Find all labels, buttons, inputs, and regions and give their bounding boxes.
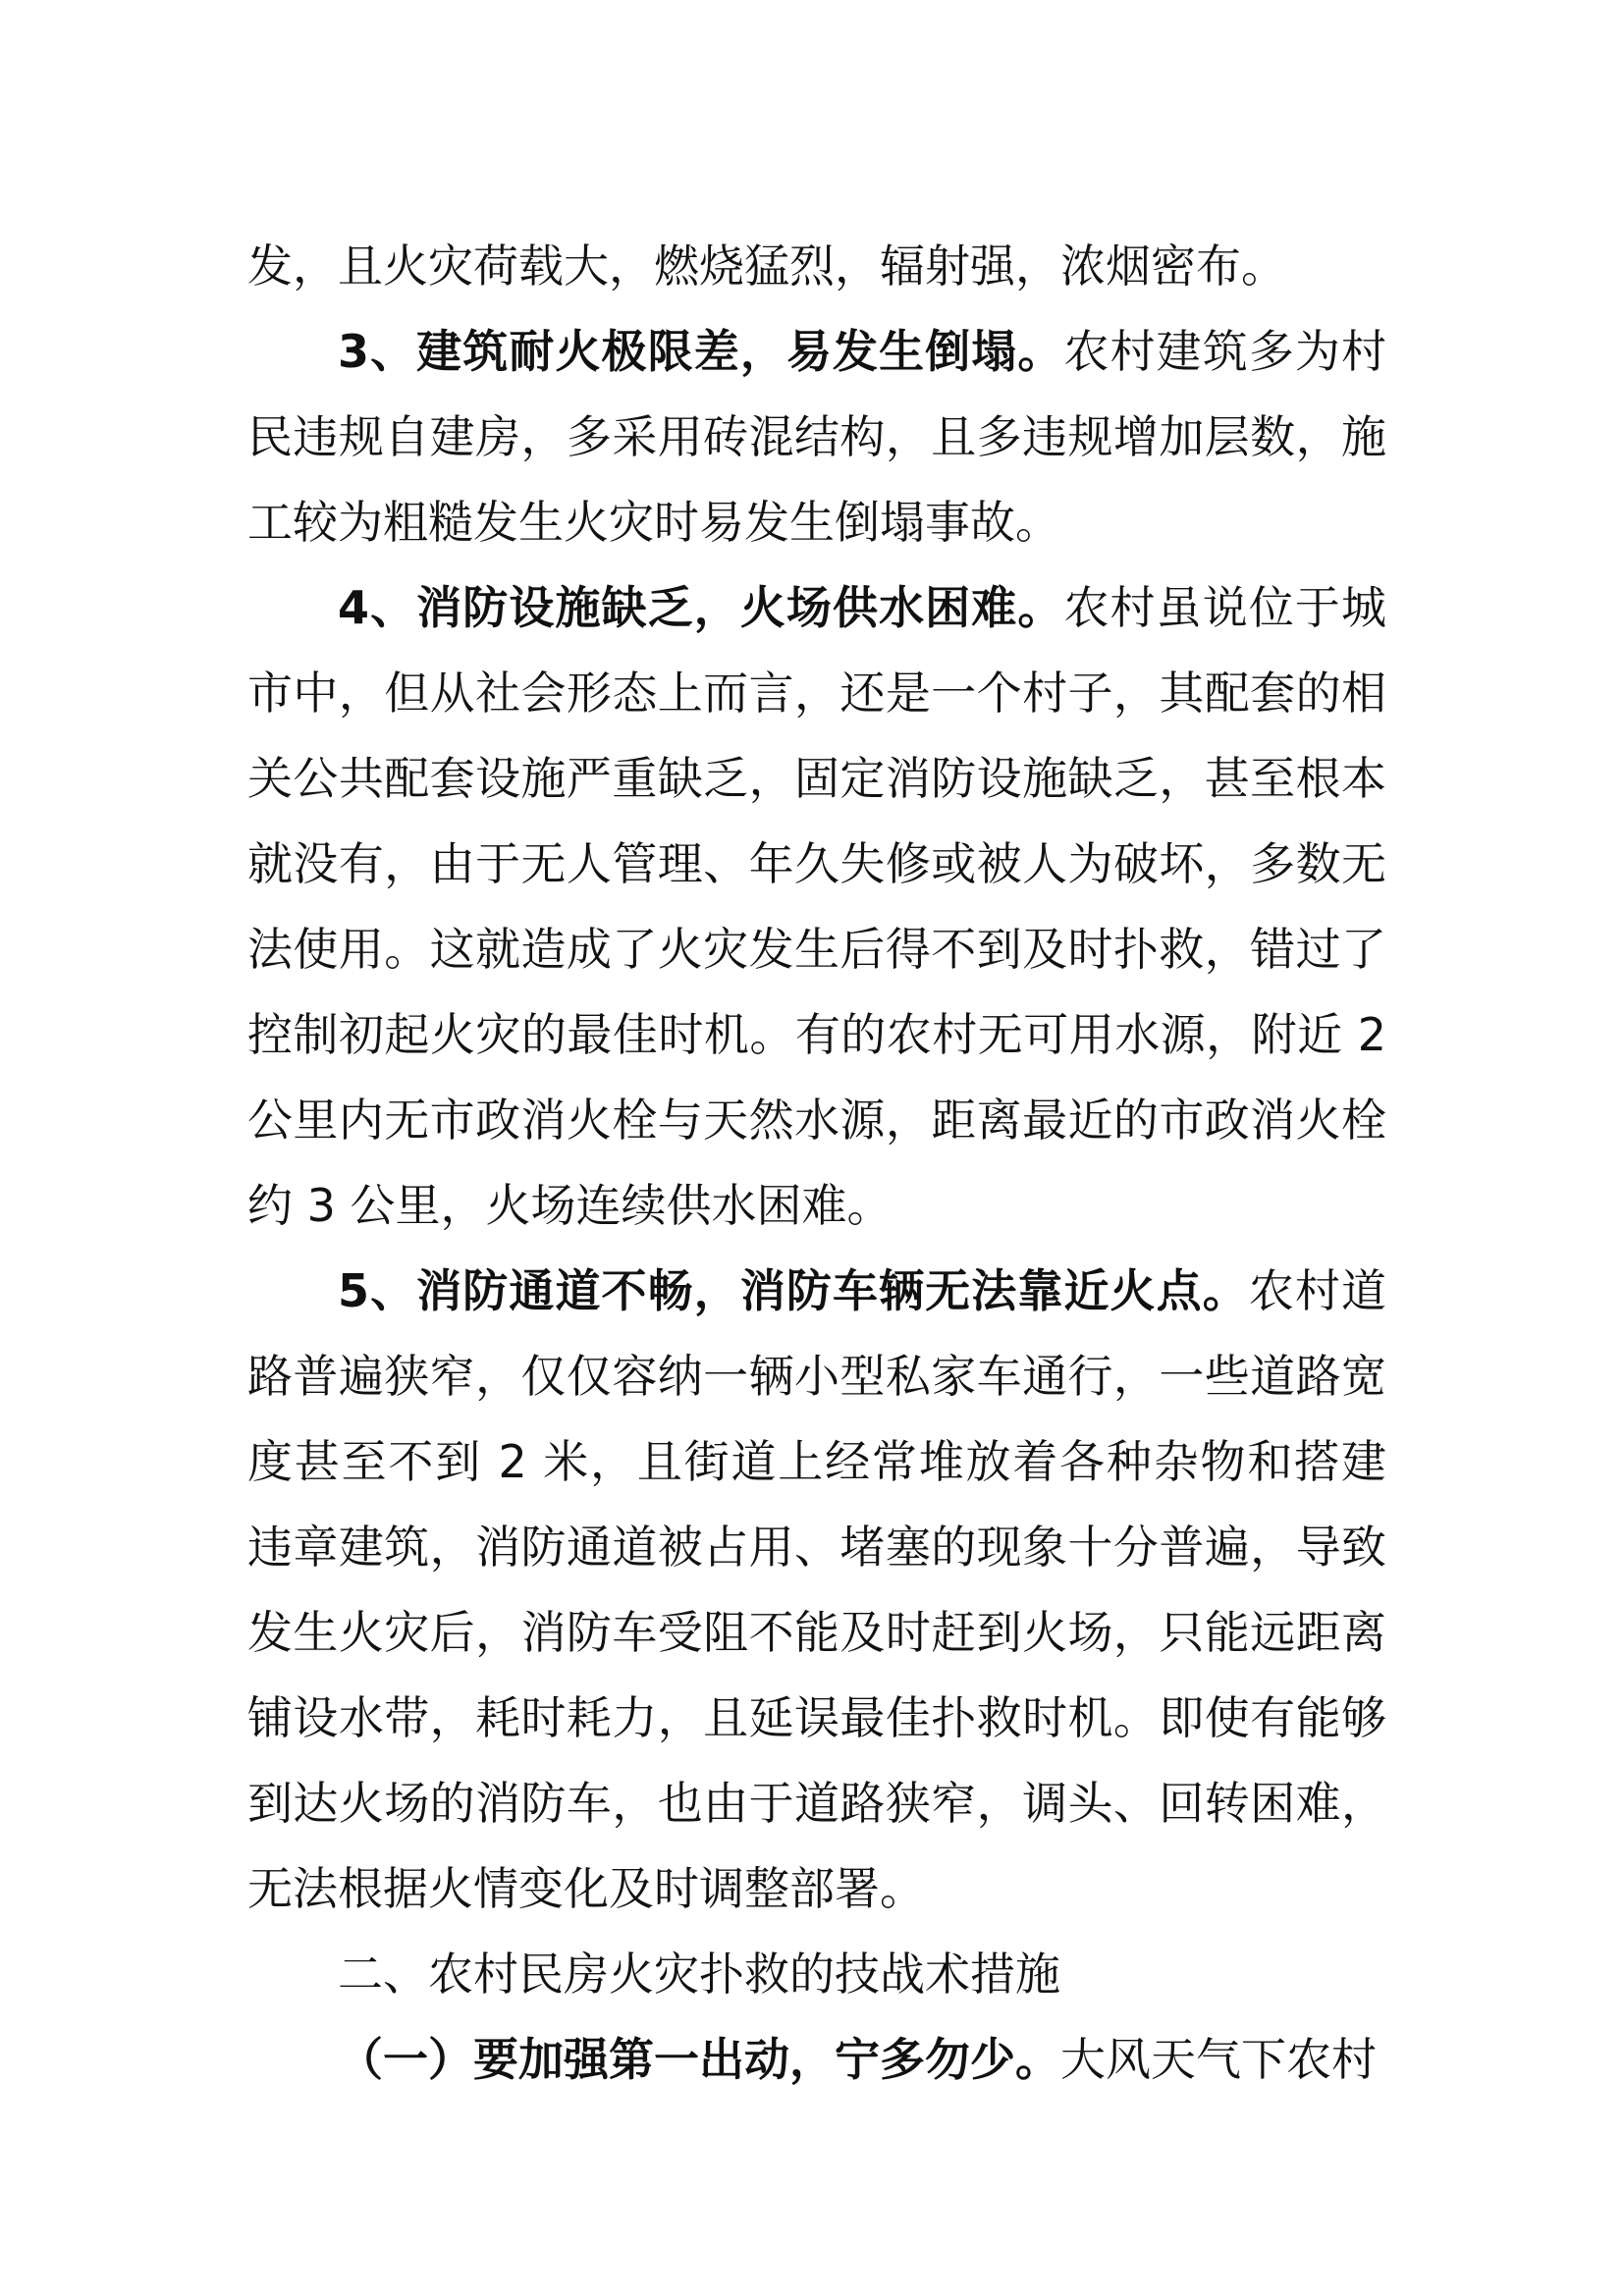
paragraph-fire-access (247, 1249, 1386, 1932)
paragraph-text: 大风天气下农村 (1060, 2033, 1377, 2086)
paragraph-first-dispatch (247, 2017, 1386, 2103)
paragraph-text: 发，且火灾荷载大，燃烧猛烈，辐射强，浓烟密布。 (247, 240, 1286, 293)
paragraph-heading: 4、消防设施缺乏，火场供水困难。 (338, 581, 1064, 634)
paragraph-text: 农村建筑多为村民违规自建房，多采用砖混结构，且多违规增加层数，施工较为粗糙发生火灾时易发生倒塌事故。 (247, 325, 1386, 549)
paragraph-heading: 3、建筑耐火极限差，易发生倒塌。 (338, 325, 1064, 378)
paragraph-text: 农村虽说位于城市中，但从社会形态上而言，还是一个村子，其配套的相关公共配套设施严重缺乏，固定消防设施缺乏，甚至根本就没有，由于无人管理、年久失修或被人为破坏，多数无法使用。这就造成了火灾发生后得不到及时扑救，错过了控制初起火灾的最佳时机。有的农村无可用水源，附近 2 公里内无市政消火栓与天然水源，距离最近的市政消火栓约 3 公里，火场连续供水困难。 (247, 581, 1386, 1232)
paragraph-text: 农村道路普遍狭窄，仅仅容纳一辆小型私家车通行，一些道路宽度甚至不到 2 米，且街道上经常堆放着各种杂物和搭建违章建筑，消防通道被占用、堵塞的现象十分普遍，导致发生火灾后，消防车受阻不能及时赶到火场，只能远距离铺设水带，耗时耗力，且延误最佳扑救时机。即使有能够到达火场的消防车，也由于道路狭窄，调头、回转困难，无法根据火情变化及时调整部署。 (247, 1264, 1386, 1915)
document-body (247, 224, 1386, 2103)
paragraph-building-fire-resistance (247, 309, 1386, 565)
paragraph-heading: （一）要加强第一出动，宁多勿少。 (338, 2033, 1060, 2086)
section-heading: 二、农村民房火灾扑救的技战术措施 (338, 1948, 1060, 2001)
paragraph-continuation (247, 224, 1386, 309)
paragraph-fire-facilities (247, 565, 1386, 1249)
paragraph-heading: 5、消防通道不畅，消防车辆无法靠近火点。 (338, 1264, 1249, 1317)
